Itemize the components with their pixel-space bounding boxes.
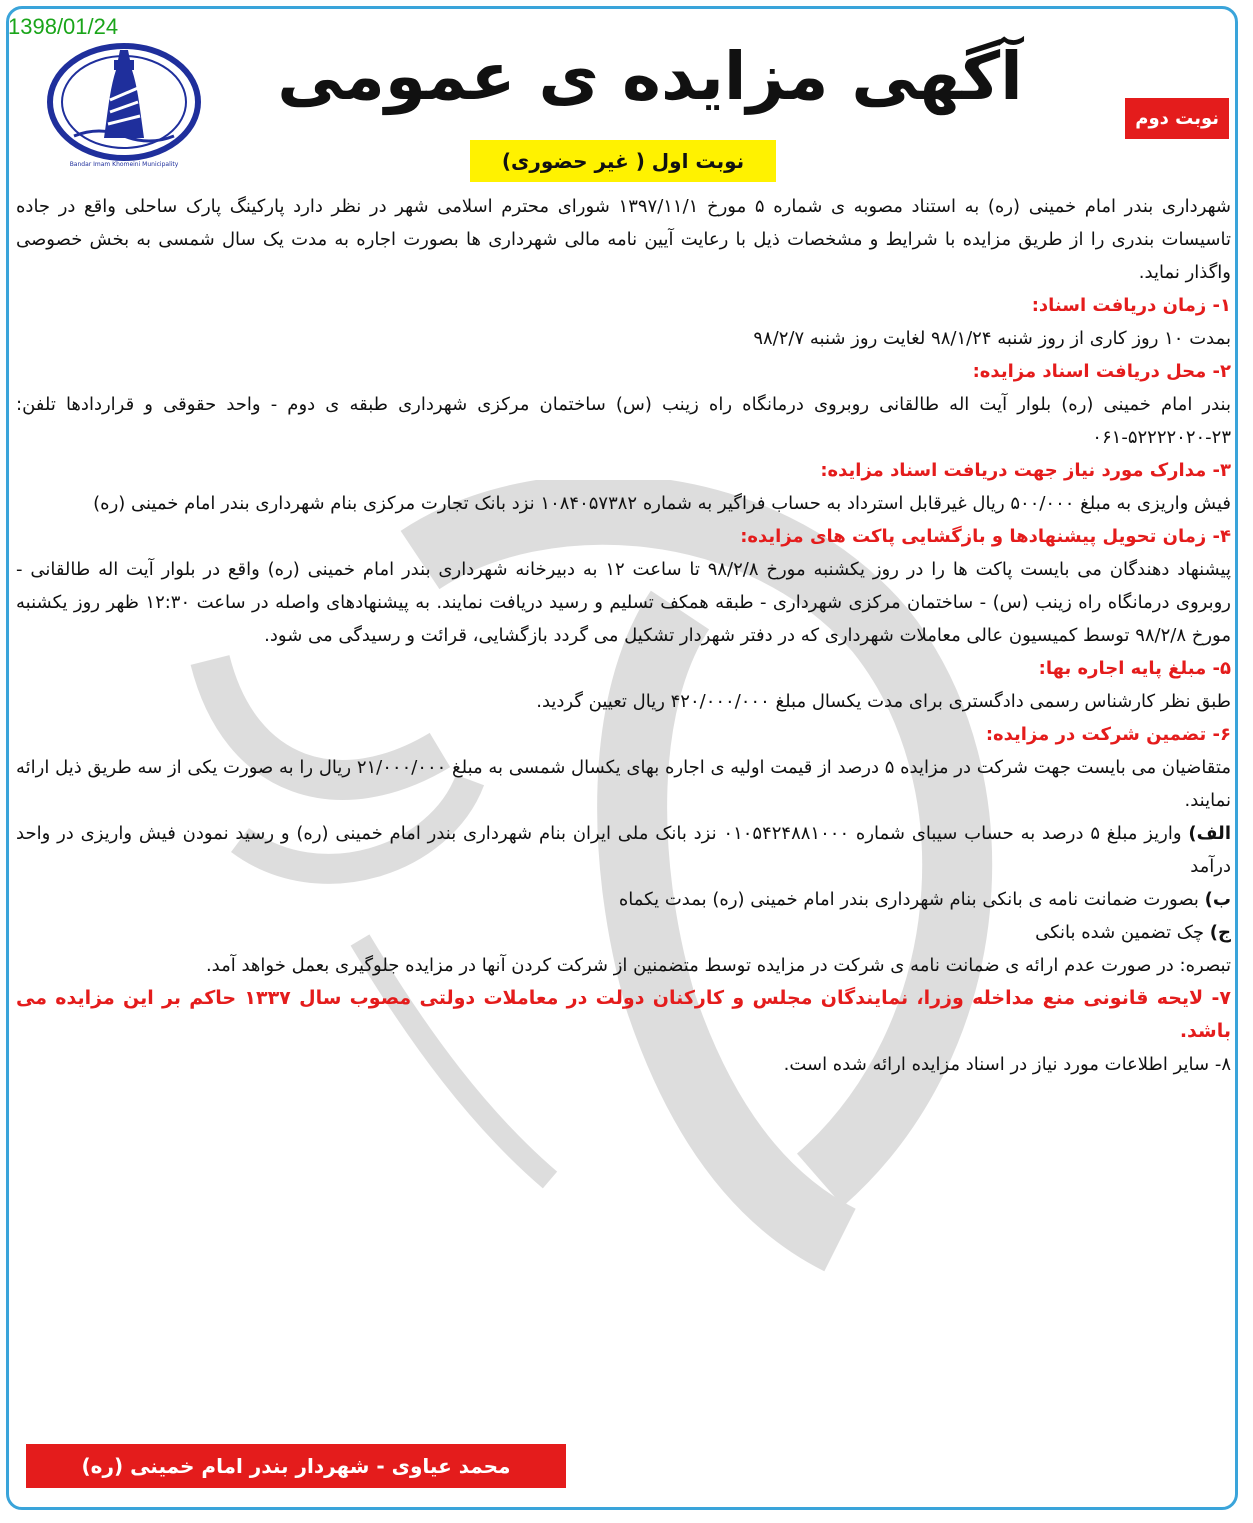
section-5-body: طبق نظر کارشناس رسمی دادگستری برای مدت یکسال مبلغ ۴۲۰/۰۰۰/۰۰۰ ریال تعیین گردید. — [536, 691, 1231, 712]
option-b-label: ب) — [1204, 889, 1231, 910]
item-8: ۸- سایر اطلاعات مورد نیاز در اسناد مزایده ارائه شده است. — [783, 1054, 1231, 1075]
intro-paragraph: شهرداری بندر امام خمینی (ره) به استناد مصوبه ی شماره ۵ مورخ ۱۳۹۷/۱۱/۱ شورای محترم اسلامی شهر در نظر دارد پارکینگ پارک ساحلی واقع در جاده تاسیسات بندری را از طریق مزایده با شرایط و مشخصات ذیل با رعایت آیین نامه مالی شهرداری ها بصورت اجاره به مدت یک سال شمسی به بخش خصوصی واگذار نماید. — [16, 196, 1232, 283]
logo-caption: Bandar Imam Khomeini Municipality — [69, 161, 179, 168]
second-round-badge: نوبت دوم — [1125, 98, 1229, 139]
option-b-text: بصورت ضمانت نامه ی بانکی بنام شهرداری بندر امام خمینی (ره) بمدت یکماه — [618, 889, 1199, 910]
option-c-text: چک تضمین شده بانکی — [1035, 922, 1205, 943]
section-1-body: بمدت ۱۰ روز کاری از روز شنبه ۹۸/۱/۲۴ لغایت روز شنبه ۹۸/۲/۷ — [753, 328, 1231, 349]
section-4-heading: ۴- زمان تحویل پیشنهادها و بازگشایی پاکت های مزایده: — [740, 526, 1231, 547]
option-a-label: الف) — [1188, 823, 1231, 844]
option-a — [16, 817, 1231, 883]
page-title: آگهی مزایده ی عمومی — [277, 38, 1023, 115]
section-3-heading: ۳- مدارک مورد نیاز جهت دریافت اسناد مزایده: — [820, 460, 1231, 481]
note-paragraph: تبصره: در صورت عدم ارائه ی ضمانت نامه ی شرکت در مزایده توسط متضمنین از شرکت کردن آنها در مزایده جلوگیری بعمل خواهد آمد. — [205, 955, 1231, 976]
mayor-signature: محمد عیاوی - شهردار بندر امام خمینی (ره) — [26, 1444, 566, 1488]
section-5-heading: ۵- مبلغ پایه اجاره بها: — [1038, 658, 1231, 679]
item-7: ۷- لایحه قانونی منع مداخله وزرا، نمایندگان مجلس و کارکنان دولت در معاملات دولتی مصوب سال ۱۳۳۷ حاکم بر این مزایده می باشد. — [16, 987, 1231, 1042]
section-1-heading: ۱- زمان دریافت اسناد: — [1031, 295, 1231, 316]
notice-body — [16, 190, 1231, 1081]
option-a-text: واریز مبلغ ۵ درصد به حساب سیبای شماره ۰۱۰۵۴۲۴۸۸۱۰۰۰ نزد بانک ملی ایران بنام شهرداری بندر امام خمینی (ره) و رسید نمودن فیش واریزی در واحد درآمد — [16, 823, 1231, 877]
section-2-heading: ۲- محل دریافت اسناد مزایده: — [972, 361, 1231, 382]
section-6-body: متقاضیان می بایست جهت شرکت در مزایده ۵ درصد از قیمت اولیه ی اجاره بهای یکسال شمسی به مبلغ ۲۱/۰۰۰/۰۰۰ ریال را به صورت یکی از سه طریق ذیل ارائه نمایند. — [16, 757, 1231, 811]
section-6-heading: ۶- تضمین شرکت در مزایده: — [985, 724, 1231, 745]
publish-date: 1398/01/24 — [8, 14, 119, 39]
section-4-body: پیشنهاد دهندگان می بایست پاکت ها را در روز یکشنبه مورخ ۹۸/۲/۸ تا ساعت ۱۲ به دبیرخانه شهرداری بندر امام خمینی (ره) واقع در بلوار آیت اله طالقانی - روبروی درمانگاه راه زینب (س) - ساختمان مرکزی شهرداری - طبقه همکف تسلیم و رسید دریافت نمایند. به پیشنهادهای واصله در ساعت ۱۲:۳۰ ظهر روز یکشنبه مورخ ۹۸/۲/۸ توسط کمیسیون عالی معاملات شهرداری که در دفتر شهردار تشکیل می گردد بازگشایی، قرائت و رسیدگی می شود. — [16, 559, 1232, 646]
option-c-label: ج) — [1209, 922, 1231, 943]
option-c — [16, 916, 1231, 949]
lighthouse-emblem-icon — [44, 40, 204, 170]
option-b — [16, 883, 1231, 916]
section-3-body: فیش واریزی به مبلغ ۵۰۰/۰۰۰ ریال غیرقابل استرداد به حساب فراگیر به شماره ۱۰۸۴۰۵۷۳۸۲ نزد بانک تجارت مرکزی بنام شهرداری بندر امام خمینی (ره) — [93, 493, 1231, 514]
section-2-body: بندر امام خمینی (ره) بلوار آیت اله طالقانی روبروی درمانگاه راه زینب (س) ساختمان مرکزی شهرداری طبقه ی دوم - واحد حقوقی و قراردادها تلفن: ۲۳-۵۲۲۲۲۰۲۰-۰۶۱ — [16, 394, 1231, 448]
first-round-badge: نوبت اول ( غیر حضوری) — [470, 140, 776, 182]
